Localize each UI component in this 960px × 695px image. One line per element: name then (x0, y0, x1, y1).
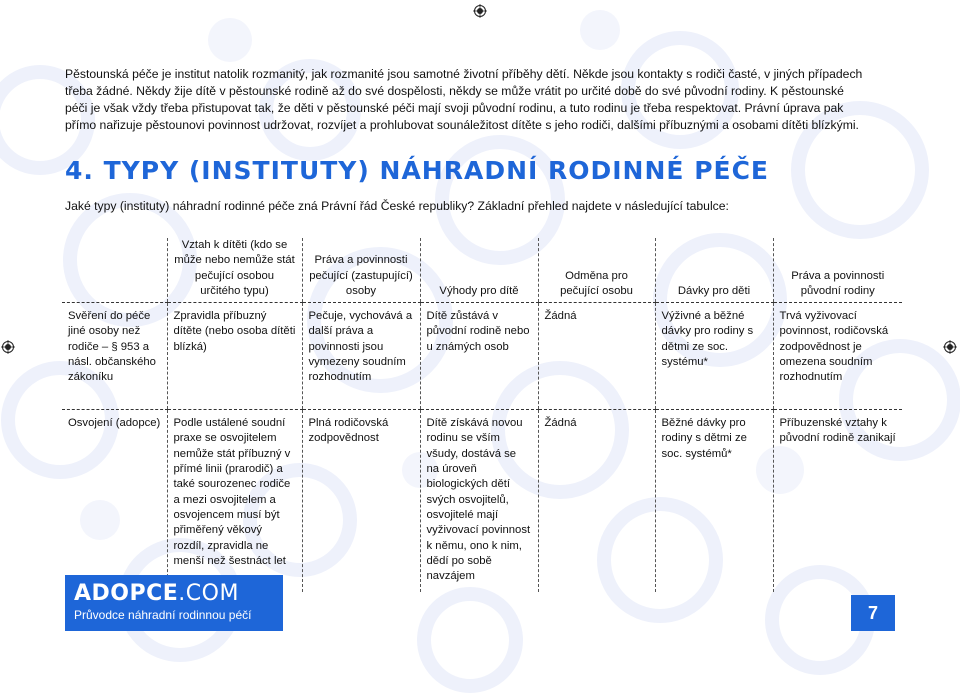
table-cell: Výživné a běžné dávky pro rodiny s dětmi ze soc. systému* (655, 303, 773, 410)
page-number: 7 (851, 595, 895, 631)
table-row (62, 410, 902, 593)
column-header: Práva a povinnosti pečující (zastupující) osoby (302, 238, 420, 303)
registration-mark-icon (473, 4, 487, 18)
intro-line: péči je však vždy třeba přistupovat tak, že děti v pěstounské péči mají svoji původní rodinu, a tuto rodinu je třeba respektovat. Právní úprava pak (65, 101, 844, 115)
table-cell: Žádná (538, 303, 655, 410)
column-header: Vztah k dítěti (kdo se může nebo nemůže stát pečující osobou určitého typu) (167, 238, 302, 303)
table-cell: Dítě zůstává v původní rodině nebo u známých osob (420, 303, 538, 410)
intro-line: třeba žádné. Někdy žije dítě v pěstounské rodině až do své dospělosti, někdy se může vrátit po určité době do své původní rodiny. K pěstounské (65, 84, 844, 98)
column-header: Odměna pro pečující osobu (538, 238, 655, 303)
intro-paragraph (65, 66, 905, 134)
column-header (62, 238, 167, 303)
table-cell: Podle ustálené soudní praxe se osvojitelem nemůže stát příbuzný v přímé linii (prarodič) a také sourozenec rodiče a mezi osvojitelem a osvojencem musí být přiměřený věkový rozdíl, zpravidla ne menší než šestnáct let (167, 410, 302, 593)
table-cell: Žádná (538, 410, 655, 593)
table-cell: Pečuje, vychovává a další práva a povinnosti jsou vymezeny soudním rozhodnutím (302, 303, 420, 410)
section-heading: 4. TYPY (INSTITUTY) NÁHRADNÍ RODINNÉ PÉČE (65, 156, 770, 185)
table-row (62, 303, 902, 410)
registration-mark-icon (1, 340, 15, 354)
brand-suffix: .COM (178, 581, 239, 606)
intro-line: Pěstounská péče je institut natolik rozmanitý, jak rozmanité jsou samotné životní příběhy dětí. Někde jsou kontakty s rodiči časté, v jiných případech (65, 67, 863, 81)
table-cell: Dítě získává novou rodinu se vším všudy, dostává se na úroveň biologických dětí svých osvojitelů, osvojitelé mají vyživovací povinnost k němu, ono k nim, dědí po sobě navzájem (420, 410, 538, 593)
registration-mark-icon (943, 340, 957, 354)
table-cell: Zpravidla příbuzný dítěte (nebo osoba dítěti blízká) (167, 303, 302, 410)
brand-main: ADOPCE (74, 581, 179, 606)
intro-line: přímo nařizuje pěstounovi povinnost udržovat, rozvíjet a prohlubovat sounáležitost dítěte s jeho rodiči, dalšími příbuznými a osobami dítěti blízkými. (65, 118, 859, 132)
brand-subtitle: Průvodce náhradní rodinnou péčí (74, 608, 252, 622)
table-cell: Plná rodičovská zodpovědnost (302, 410, 420, 593)
table-cell: Příbuzenské vztahy k původní rodině zanikají (773, 410, 902, 593)
table-cell: Běžné dávky pro rodiny s dětmi ze soc. systémů* (655, 410, 773, 593)
column-header: Výhody pro dítě (420, 238, 538, 303)
table-cell: Trvá vyživovací povinnost, rodičovská zodpovědnost je omezena soudním rozhodnutím (773, 303, 902, 410)
row-label: Svěření do péče jiné osoby než rodiče – § 953 a násl. občanského zákoníku (62, 303, 167, 410)
brand-logo (74, 581, 239, 606)
column-header: Práva a povinnosti původní rodiny (773, 238, 902, 303)
care-types-table (62, 238, 902, 592)
table-header-row (62, 238, 902, 303)
section-subline: Jaké typy (instituty) náhradní rodinné péče zná Právní řád České republiky? Základní přehled najdete v následující tabulce: (65, 199, 729, 213)
row-label: Osvojení (adopce) (68, 417, 161, 430)
brand-badge (65, 575, 283, 631)
column-header: Dávky pro děti (655, 238, 773, 303)
